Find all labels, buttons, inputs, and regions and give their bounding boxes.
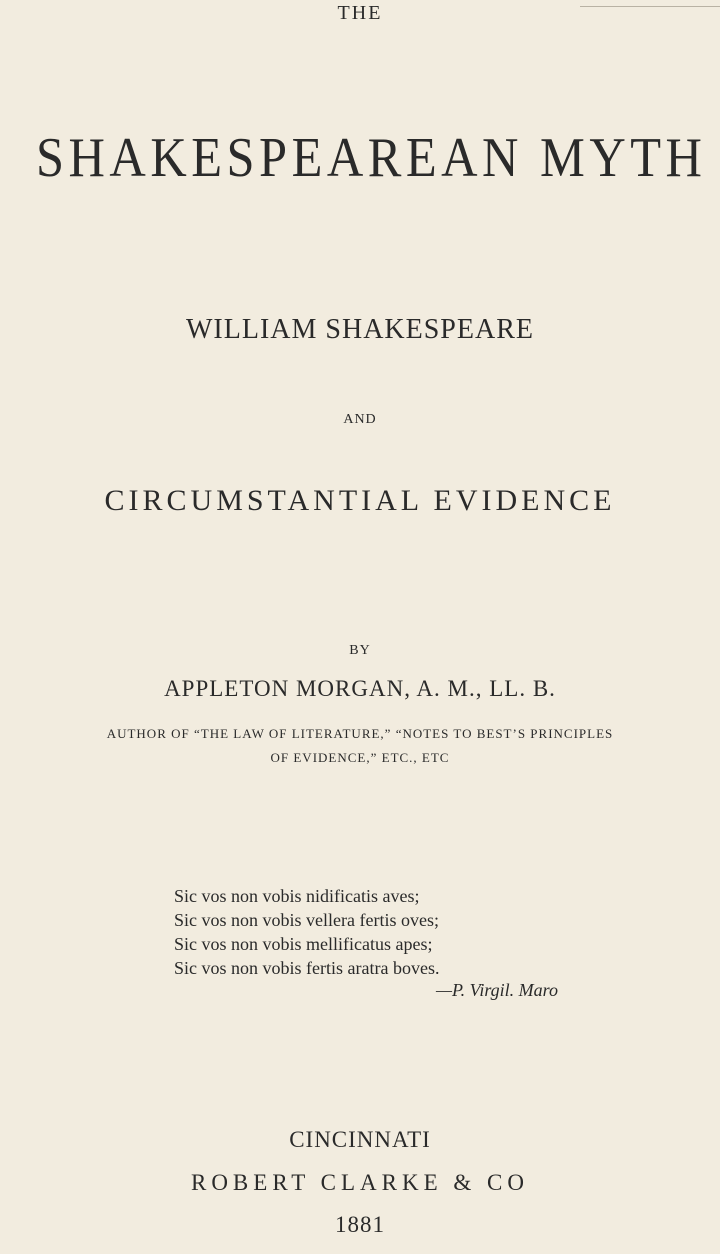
author-credits [0,722,720,770]
epigraph-line: Sic vos non vobis vellera fertis oves; [174,910,439,930]
epigraph-line: Sic vos non vobis nidificatis aves; [174,886,420,906]
subtitle-first: WILLIAM SHAKESPEARE [186,314,534,345]
author-credits-line: AUTHOR OF “THE LAW OF LITERATURE,” “NOTES TO BEST’S PRINCIPLES [106,726,614,741]
subtitle-conjunction: AND [343,412,377,427]
epigraph [174,884,439,980]
publication-city: CINCINNATI [289,1127,431,1152]
epigraph-line: Sic vos non vobis mellificatus apes; [174,934,433,954]
byline-label: BY [349,643,371,658]
author-name: APPLETON MORGAN, A. M., LL. B. [164,676,556,701]
author-credits-line: OF EVIDENCE,” ETC., ETC [270,750,450,765]
publisher-name: ROBERT CLARKE & CO [190,1170,530,1195]
epigraph-attribution: —P. Virgil. Maro [435,980,558,1000]
main-title: SHAKESPEAREAN MYTH [36,127,707,189]
title-article: THE [337,2,383,24]
subtitle-second: CIRCUMSTANTIAL EVIDENCE [104,484,616,517]
epigraph-line: Sic vos non vobis fertis aratra boves. [174,958,440,978]
publication-year: 1881 [335,1212,385,1237]
